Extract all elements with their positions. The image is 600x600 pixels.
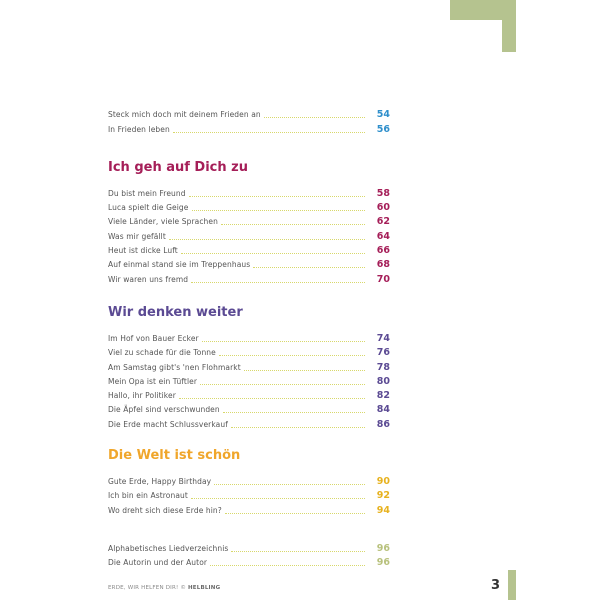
toc-page-number: 80 — [376, 375, 390, 387]
toc-entry-title: Du bist mein Freund — [108, 188, 186, 198]
dotted-leader — [214, 484, 365, 485]
toc-page-number: 82 — [376, 390, 390, 402]
dotted-leader — [181, 253, 365, 254]
toc-entry[interactable] — [108, 106, 390, 120]
toc-page-number: 78 — [376, 361, 390, 373]
toc-entry-title: Heut ist dicke Luft — [108, 246, 178, 256]
dotted-leader — [191, 498, 365, 499]
toc-entry[interactable] — [108, 330, 390, 344]
toc-entry-title: Steck mich doch mit deinem Frieden an — [108, 110, 261, 120]
toc-entry[interactable] — [108, 487, 390, 501]
toc-entry-title: Luca spielt die Geige — [108, 203, 189, 213]
toc-page-number: 84 — [376, 404, 390, 416]
dotted-leader — [200, 384, 365, 385]
footer-text: ERDE, WIR HELFEN DIR! © — [108, 585, 187, 591]
toc-entry[interactable] — [108, 344, 390, 358]
section-title: Wir denken weiter — [108, 304, 243, 320]
toc-entry-title: Gute Erde, Happy Birthday — [108, 477, 212, 487]
corner-decoration — [450, 0, 502, 20]
toc-entry[interactable] — [108, 501, 390, 515]
toc-entry-title: In Frieden leben — [108, 124, 170, 134]
toc-entry[interactable] — [108, 387, 390, 401]
toc-page-number: 62 — [376, 216, 390, 228]
section-title: Ich geh auf Dich zu — [108, 159, 248, 175]
toc-entry-title: Hallo, ihr Politiker — [108, 391, 176, 401]
toc-entry-title: Viele Länder, viele Sprachen — [108, 217, 218, 227]
toc-entry[interactable] — [108, 256, 390, 270]
toc-page-number: 54 — [376, 109, 390, 121]
toc-page-number: 76 — [376, 347, 390, 359]
toc-page-number: 66 — [376, 245, 390, 257]
toc-page-number: 58 — [376, 187, 390, 199]
toc-entry-title: Die Erde macht Schlussverkauf — [108, 419, 228, 429]
toc-entry[interactable] — [108, 213, 390, 227]
dotted-leader — [191, 282, 365, 283]
toc-page-number: 60 — [376, 202, 390, 214]
toc-page-number: 94 — [376, 504, 390, 516]
toc-section — [108, 540, 390, 569]
dotted-leader — [244, 370, 365, 371]
toc-page-number: 96 — [376, 557, 390, 569]
dotted-leader — [173, 132, 365, 133]
toc-entry[interactable] — [108, 185, 390, 199]
toc-page-number: 86 — [376, 418, 390, 430]
toc-entry-title: Auf einmal stand sie im Treppenhaus — [108, 260, 251, 270]
toc-entry[interactable] — [108, 554, 390, 568]
toc-entry[interactable] — [108, 199, 390, 213]
dotted-leader — [231, 551, 365, 552]
toc-page-number: 74 — [376, 332, 390, 344]
section-title: Die Welt ist schön — [108, 447, 241, 463]
toc-entry[interactable] — [108, 401, 390, 415]
toc-section — [108, 304, 390, 430]
toc-section — [108, 159, 390, 285]
toc-entry-title: Die Äpfel sind verschwunden — [108, 405, 220, 415]
toc-page-number: 68 — [376, 259, 390, 271]
toc-entry-title: Wo dreht sich diese Erde hin? — [108, 505, 222, 515]
table-of-contents — [108, 106, 390, 582]
dotted-leader — [179, 398, 365, 399]
dotted-leader — [253, 267, 365, 268]
toc-page-number: 90 — [376, 476, 390, 488]
corner-decoration-strip — [502, 0, 516, 52]
toc-page-number: 56 — [376, 123, 390, 135]
page-number: 3 — [491, 578, 501, 593]
dotted-leader — [210, 565, 365, 566]
toc-page-number: 64 — [376, 230, 390, 242]
toc-entry[interactable] — [108, 227, 390, 241]
dotted-leader — [169, 239, 365, 240]
toc-entry-title: Viel zu schade für die Tonne — [108, 348, 216, 358]
toc-section — [108, 447, 390, 516]
toc-entry-title: Wir waren uns fremd — [108, 274, 189, 284]
publisher-name: HELBLING — [188, 585, 221, 591]
toc-entry[interactable] — [108, 120, 390, 134]
dotted-leader — [264, 117, 365, 118]
toc-entry-title: Was mir gefällt — [108, 231, 166, 241]
toc-entry[interactable] — [108, 358, 390, 372]
toc-entry-title: Die Autorin und der Autor — [108, 558, 208, 568]
toc-entry-title: Ich bin ein Astronaut — [108, 491, 188, 501]
toc-entry[interactable] — [108, 540, 390, 554]
dotted-leader — [223, 412, 365, 413]
toc-page-number: 96 — [376, 542, 390, 554]
toc-entry[interactable] — [108, 242, 390, 256]
toc-entry-title: Alphabetisches Liedverzeichnis — [108, 543, 229, 553]
dotted-leader — [231, 427, 365, 428]
dotted-leader — [192, 210, 365, 211]
toc-entry[interactable] — [108, 415, 390, 429]
dotted-leader — [219, 355, 365, 356]
toc-entry-title: Am Samstag gibt's 'nen Flohmarkt — [108, 362, 241, 372]
toc-entry[interactable] — [108, 473, 390, 487]
bottom-decoration-strip — [508, 570, 516, 600]
dotted-leader — [221, 224, 365, 225]
toc-page-number: 70 — [376, 273, 390, 285]
toc-entry-title: Im Hof von Bauer Ecker — [108, 333, 199, 343]
toc-entry[interactable] — [108, 373, 390, 387]
toc-section — [108, 106, 390, 135]
toc-entry-title: Mein Opa ist ein Tüftler — [108, 376, 198, 386]
dotted-leader — [225, 513, 365, 514]
dotted-leader — [202, 341, 365, 342]
toc-entry[interactable] — [108, 270, 390, 284]
page-footer — [108, 585, 220, 592]
dotted-leader — [189, 196, 365, 197]
toc-page-number: 92 — [376, 490, 390, 502]
